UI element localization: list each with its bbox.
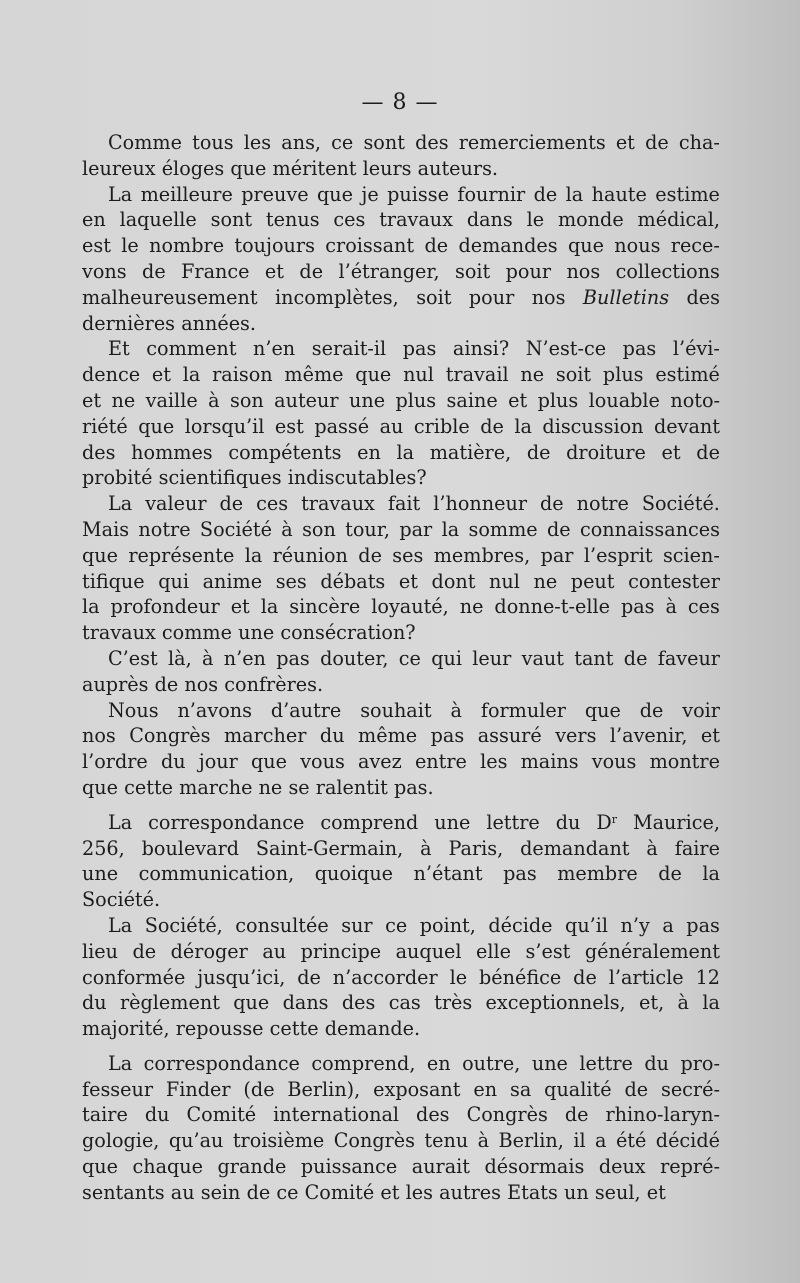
text-line: des hommes compétents en la matière, de droiture et de [82, 440, 720, 464]
text-line: vons de France et de l’étranger, soit pour nos collections [82, 259, 720, 283]
text-line: la profondeur et la sincère loyauté, ne donne-t-elle pas à ces [82, 595, 720, 619]
text-line: malheureusement incomplètes, soit pour nos Bulletins des [82, 285, 720, 309]
text-line: l’ordre du jour que vous avez entre les mains vous montre [82, 750, 720, 774]
text-line: en laquelle sont tenus ces travaux dans le monde médical, [82, 208, 720, 232]
text-line: conformée jusqu’ici, de n’accorder le bénéfice de l’article 12 [82, 965, 720, 989]
text-line: leureux éloges que méritent leurs auteurs. [82, 156, 499, 180]
text-line: Et comment n’en serait-il pas ainsi? N’est-ce pas l’évi- [108, 337, 720, 361]
text-line: nos Congrès marcher du même pas assuré vers l’avenir, et [82, 724, 720, 748]
text-line: que représente la réunion de ses membres, par l’esprit scien- [82, 543, 720, 567]
paragraph-gap [82, 801, 720, 810]
text-line: La correspondance comprend une lettre du $D^r$ Maurice, [108, 810, 720, 834]
text-line: riété que lorsqu’il est passé au crible de la discussion devant [82, 414, 720, 438]
text-line: 256, boulevard Saint-Germain, à Paris, demandant à faire [82, 836, 720, 860]
text-line: du règlement que dans des cas très exceptionnels, et, à la [82, 991, 720, 1015]
text-line: La Société, consultée sur ce point, décide qu’il n’y a pas [108, 913, 720, 937]
text-line: travaux comme une consécration? [82, 621, 416, 645]
text-line: dernières années. [82, 311, 256, 335]
text-line: une communication, quoique n’étant pas membre de la [82, 862, 720, 886]
paragraph [82, 130, 720, 182]
text-line: Nous n’avons d’autre souhait à formuler que de voir [108, 698, 720, 722]
paragraph [82, 182, 720, 337]
text-line: auprès de nos confrères. [82, 672, 324, 696]
text-line: Société. [82, 888, 161, 912]
text-line: tifique qui anime ses débats et dont nul ne peut contester [82, 569, 720, 593]
text-line: lieu de déroger au principe auquel elle s’est généralement [82, 939, 720, 963]
text-line: que cette marche ne se ralentit pas. [82, 775, 434, 799]
text-line: gologie, qu’au troisième Congrès tenu à Berlin, il a été décidé [82, 1129, 720, 1153]
paragraph [82, 698, 720, 801]
text-line: taire du Comité international des Congrès de rhino-laryn- [82, 1103, 720, 1127]
text-line: Comme tous les ans, ce sont des remerciements et de cha- [108, 131, 720, 154]
paragraph [82, 491, 720, 646]
paragraph-gap [82, 1042, 720, 1051]
text-line: La valeur de ces travaux fait l’honneur de notre Société. [108, 492, 720, 516]
text-line: sentants au sein de ce Comité et les autres Etats un seul, et [82, 1180, 666, 1204]
text-line: que chaque grande puissance aurait désormais deux repré- [82, 1155, 720, 1179]
text-line: La meilleure preuve que je puisse fournir de la haute estime [108, 182, 720, 206]
page-number: — 8 — [361, 90, 439, 115]
text-line: C’est là, à n’en pas douter, ce qui leur vaut tant de faveur [108, 646, 720, 670]
paragraph [82, 810, 720, 913]
text-line: majorité, repousse cette demande. [82, 1017, 421, 1041]
text-line: dence et la raison même que nul travail ne soit plus estimé [82, 363, 720, 387]
paragraph [82, 336, 720, 491]
body-text [82, 130, 720, 1206]
paragraph [82, 913, 720, 1042]
text-line: La correspondance comprend, en outre, une lettre du pro- [108, 1051, 720, 1075]
text-line: et ne vaille à son auteur une plus saine et plus louable noto- [82, 388, 720, 412]
text-line: Mais notre Société à son tour, par la somme de connaissances [82, 517, 720, 541]
paragraph [82, 646, 720, 698]
text-line: probité scientifiques indiscutables? [82, 466, 427, 490]
text-line: fesseur Finder (de Berlin), exposant en sa qualité de secré- [82, 1077, 720, 1101]
paragraph [82, 1051, 720, 1206]
text-line: est le nombre toujours croissant de demandes que nous rece- [82, 234, 720, 258]
